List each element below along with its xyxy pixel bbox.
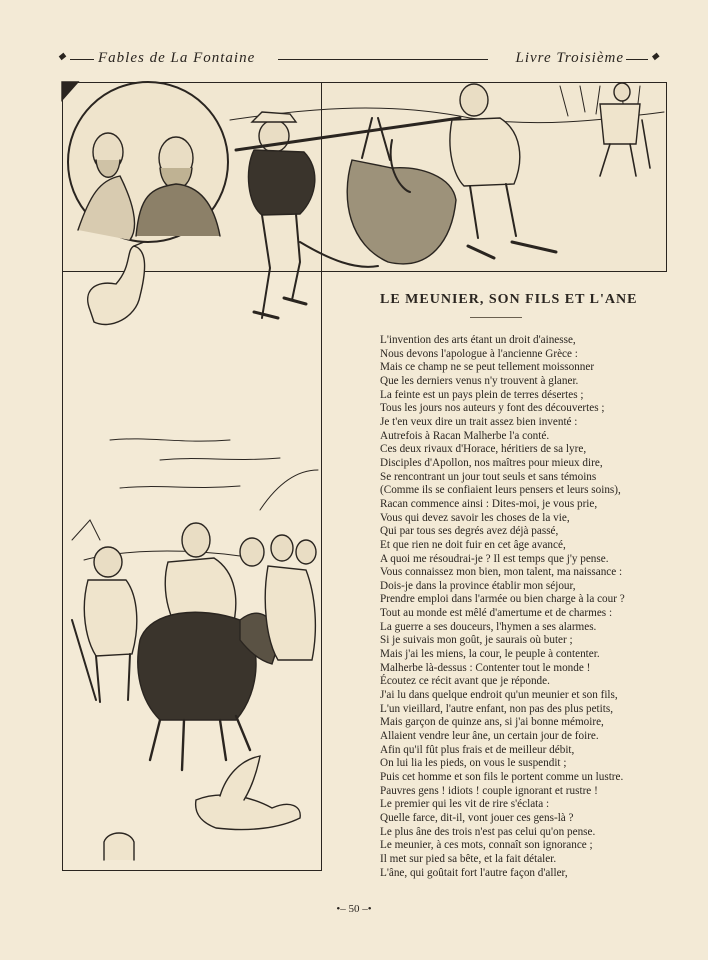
verse-line: Que les derniers venus n'y trouvent à glaner. — [380, 374, 579, 387]
son-figure — [450, 84, 556, 258]
verse-line: Disciples d'Apollon, nos maîtres pour mieux dire, — [380, 456, 603, 469]
verse-line: Le meunier, à ces mots, connaît son ignorance ; — [380, 839, 593, 852]
verse-line: Tous les jours nos auteurs y font des découvertes ; — [380, 402, 605, 415]
verse-line: La guerre a ses douceurs, l'hymen a ses alarmes. — [380, 620, 597, 633]
verse-line: (Comme ils se confiaient leurs pensers et leurs soins), — [380, 484, 621, 497]
verse-line: Il met sur pied sa bête, et la fait détaler. — [380, 852, 557, 865]
verse-line: Le premier qui les vit de rire s'éclata : — [380, 798, 550, 811]
donkey-slung — [300, 118, 456, 267]
verse-line: Prendre emploi dans l'armée ou bien charge à la cour ? — [380, 593, 625, 606]
verse-line: Le plus âne des trois n'est pas celui qu'on pense. — [380, 825, 596, 838]
verse-line: Puis cet homme et son fils le portent comme un lustre. — [380, 771, 624, 783]
verse-line: Vous qui devez savoir les choses de la vie, — [380, 511, 570, 524]
goose-figure — [88, 242, 145, 324]
verse-line: Nous devons l'apologue à l'ancienne Grèce : — [380, 347, 578, 360]
verse-line: Tout au monde est mêlé d'amertume et de charmes : — [380, 607, 613, 620]
verse-line: Qui par tous ses degrés avez déjà passé, — [380, 525, 559, 538]
page-number-value: 50 — [348, 903, 360, 915]
flying-goose — [196, 756, 301, 830]
verse-line: Si je suivais mon goût, je saurais où buter ; — [380, 634, 573, 647]
running-title-left: Fables de La Fontaine — [98, 50, 256, 66]
medallion-portrait — [68, 82, 228, 242]
page-number — [0, 903, 708, 915]
verse-line: Autrefois à Racan Malherbe l'a conté. — [380, 429, 550, 442]
verse-line: Écoutez ce récit avant que je réponde. — [380, 675, 550, 688]
verse-line: Mais garçon de quinze ans, si j'ai bonne mémoire, — [380, 716, 604, 729]
ornament-icon: •– — [336, 903, 346, 915]
verse-line: Dois-je dans la province établir mon séjour, — [380, 579, 576, 592]
verse-line: L'âne, qui goûtait fort l'autre façon d'aller, — [380, 866, 568, 879]
lower-scene — [72, 523, 316, 770]
verse-line: Mais j'ai les miens, la cour, le peuple à contenter. — [380, 648, 600, 661]
verse-line: Racan commence ainsi : Dites-moi, je vous prie, — [380, 497, 598, 510]
running-title-right: Livre Troisième — [515, 50, 624, 66]
verse-line: Mais ce champ ne se peut tellement moissonner — [380, 361, 595, 374]
diamond-ornament-icon: ◆ — [651, 51, 660, 62]
verse-line: Quelle farce, dit-il, vont jouer ces gens-là ? — [380, 811, 574, 824]
verse-line: Pauvres gens ! idiots ! couple ignorant et rustre ! — [380, 784, 598, 797]
verse-line: Ces deux rivaux d'Horace, héritiers de sa lyre, — [380, 443, 587, 456]
verse-line: On lui lia les pieds, on vous le suspendit ; — [380, 757, 567, 770]
verse-line: Afin qu'il fût plus frais et de meilleur débit, — [380, 743, 575, 756]
verse-line: J'ai lu dans quelque endroit qu'un meunier et son fils, — [380, 689, 618, 702]
verse-line: Vous connaissez mon bien, mon talent, ma naissance : — [380, 566, 623, 579]
verse-line: A quoi me résoudrai-je ? Il est temps que j'y pense. — [380, 552, 609, 565]
verse-line: Allaient vendre leur âne, un certain jour de foire. — [380, 730, 599, 743]
verse-line: Se rencontrant un jour tout seuls et sans témoins — [380, 470, 597, 483]
verse-line: Malherbe là-dessus : Contenter tout le monde ! — [380, 661, 591, 674]
title-underline — [470, 316, 522, 318]
fable-text — [380, 334, 680, 880]
fable-title: LE MEUNIER, SON FILS ET L'ANE — [380, 292, 638, 307]
verse-line: La feinte est un pays plein de terres désertes ; — [380, 388, 584, 401]
ornament-icon: –• — [362, 903, 372, 915]
walker-figure — [600, 83, 650, 176]
verse-line: Je t'en veux dire un trait assez bien inventé : — [380, 415, 578, 428]
verse-line: L'invention des arts étant un droit d'ainesse, — [380, 334, 576, 346]
verse-line: Et que rien ne doit fuir en cet âge avancé, — [380, 538, 566, 551]
verse-line: L'un vieillard, l'autre enfant, non pas des plus petits, — [380, 702, 614, 715]
diamond-ornament-icon: ◆ — [58, 51, 67, 62]
